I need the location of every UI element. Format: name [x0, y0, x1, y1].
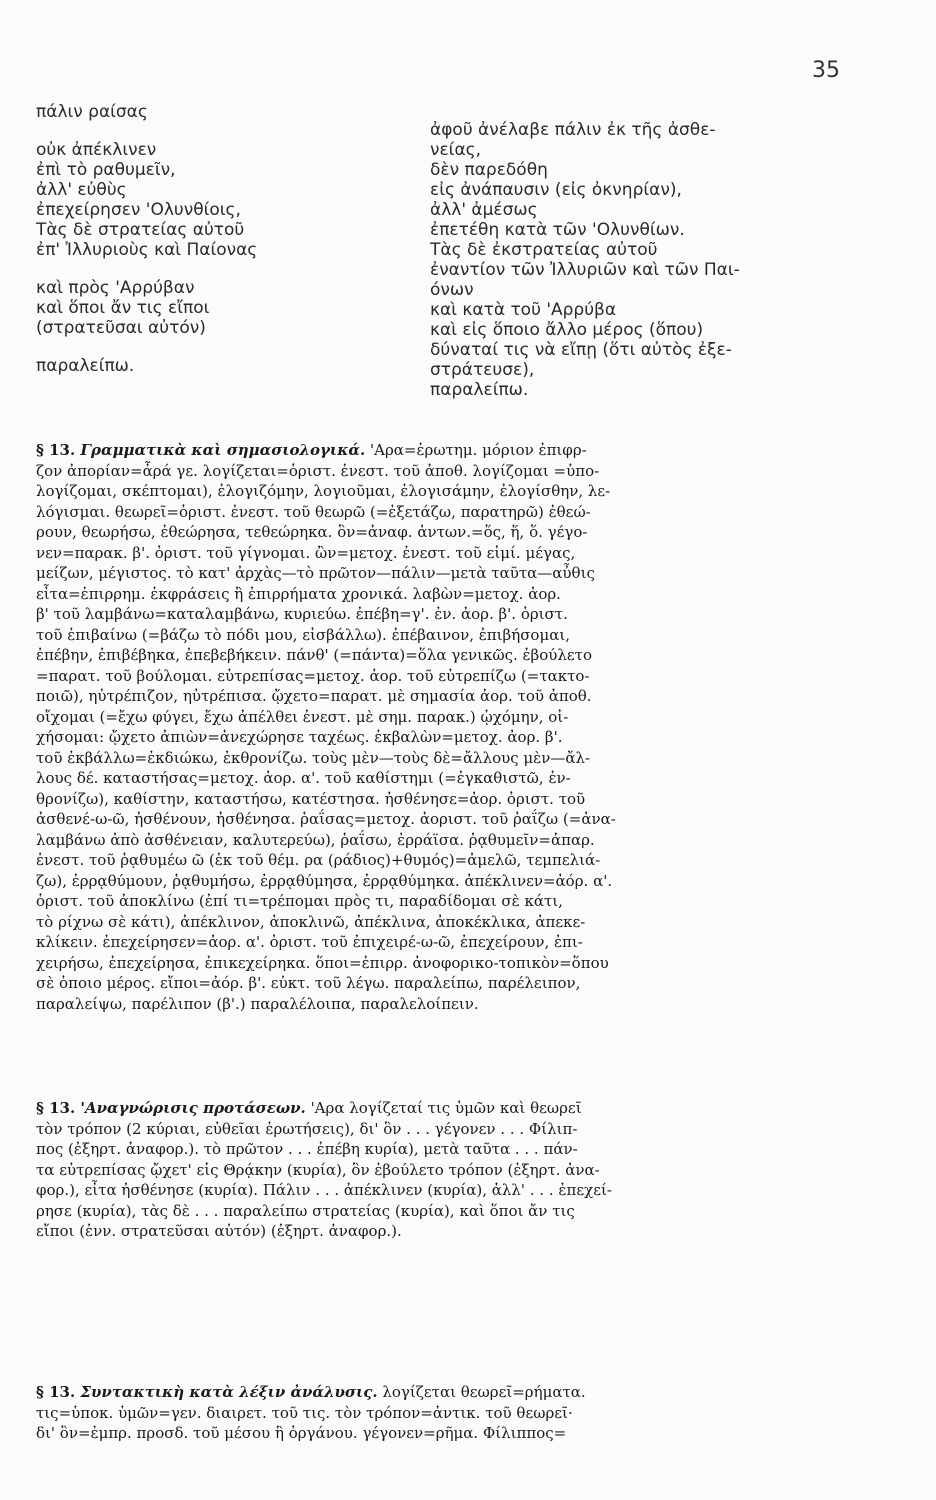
text-line: πάλιν ραίσας [36, 102, 148, 122]
text-line: ἐπετέθη κατὰ τῶν 'Ολυνθίων. [430, 220, 685, 240]
section-line: ἐπέβην, ἐπιβέβηκα, ἐπεβεβήκειν. πάνθ' (=πάντα)=ὅλα γενικῶς. ἐβούλετο [36, 646, 592, 664]
section-line: σὲ ὁποιο μέρος. εἴποι=ἀόρ. β'. εὐκτ. τοῦ λέγω. παραλείπω, παρέλειπον, [36, 974, 581, 992]
section-line: ποιῶ), ηὐτρέπιζον, ηὐτρέπισα. ᾤχετο=παρατ. μὲ σημασία ἀορ. τοῦ ἀποθ. [36, 687, 592, 705]
section-line: τὸ ρίχνω σὲ κάτι), ἀπέκλινον, ἀποκλινῶ, ἀπέκλινα, ἀποκέκλικα, ἀπεκε- [36, 912, 586, 931]
text-line: στράτευσε), [430, 360, 535, 380]
text-line: εἰς ἀνάπαυσιν (εἰς ὀκνηρίαν), [430, 180, 682, 200]
section-line: δι' ὃν=ἐμπρ. προσδ. τοῦ μέσου ἢ ὀργάνου. γέγονεν=ρῆμα. Φίλιππος= [36, 1424, 567, 1442]
ancient-text-column [36, 102, 366, 376]
section-line: ζω), ἐρρᾳθύμουν, ῥᾳθυμήσω, ἐρρᾳθύμησα, ἐρρᾳθύμηκα. ἀπέκλινεν=ἀόρ. α'. [36, 871, 613, 890]
section-line: παραλείψω, παρέλιπον (β'.) παραλέλοιπα, παραλελοίπειν. [36, 994, 479, 1013]
text-line: ἐπεχείρησεν 'Ολυνθίοις, [36, 200, 241, 220]
section-line: τα εὐτρεπίσας ᾤχετ' εἰς Θρᾴκην (κυρία), ὃν ἐβούλετο τρόπον (ἐξηρτ. ἀνα- [36, 1160, 600, 1179]
section-line: νεν=παρακ. β'. ὁριστ. τοῦ γίγνομαι. ὢν=μετοχ. ἐνεστ. τοῦ εἰμί. μέγας, [36, 543, 576, 562]
text-line: παραλείπω. [430, 380, 529, 400]
syntactic-analysis-section [36, 1382, 836, 1444]
section-line: 'Αρα λογίζεταί τις ὑμῶν καὶ θεωρεῖ [310, 1099, 582, 1117]
text-line: ἀφοῦ ἀνέλαβε πάλιν ἐκ τῆς ἀσθε- [430, 120, 716, 140]
page-number: 35 [812, 58, 840, 83]
section-line: εἴποι (ἐνν. στρατεῦσαι αὐτόν) (ἐξηρτ. ἀναφορ.). [36, 1222, 402, 1240]
section-heading: § 13. 'Αναγνώρισις προτάσεων. [36, 1099, 306, 1117]
text-line: ἀλλ' εὐθὺς [36, 180, 127, 200]
section-line: χήσομαι: ᾤχετο ἀπιὼν=ἀνεχώρησε ταχέως. ἐκβαλὼν=μετοχ. ἀορ. β'. [36, 728, 563, 746]
section-heading-line [36, 440, 836, 461]
text-line: ἐπὶ τὸ ραθυμεῖν, [36, 160, 176, 180]
text-line: ἀλλ' ἀμέσως [430, 200, 538, 220]
section-line: ὁριστ. τοῦ ἀποκλίνω (ἐπί τι=τρέπομαι πρὸς τι, παραδίδομαι σὲ κάτι, [36, 892, 563, 910]
text-line: νείας, [430, 140, 482, 160]
text-line: οὐκ ἀπέκλινεν [36, 140, 157, 160]
text-line: όνων [430, 280, 474, 300]
text-line: δύναταί τις νὰ εἴπῃ (ὅτι αὐτὸς ἐξε- [430, 340, 732, 360]
section-line: θρονίζω), καθίστην, καταστήσω, κατέστησα. ἠσθένησε=ἀορ. ὁριστ. τοῦ [36, 789, 586, 808]
section-line: τις=ὑποκ. ὑμῶν=γεν. διαιρετ. τοῦ τις. τὸν τρόπον=ἀντικ. τοῦ θεωρεῖ· [36, 1403, 573, 1422]
section-line: ἐνεστ. τοῦ ῥᾳθυμέω ῶ (ἐκ τοῦ θέμ. ρα (ράδιος)+θυμός)=ἀμελῶ, τεμπελιά- [36, 851, 601, 869]
section-line: λαμβάνω ἀπὸ ἀσθένειαν, καλυτερεύω), ῥαΐσω, ἐρράϊσα. ῥᾳθυμεῖν=ἀπαρ. [36, 830, 595, 849]
text-line: καὶ κατὰ τοῦ 'Αρρύβα [430, 300, 617, 320]
section-heading-line [36, 1098, 836, 1119]
section-line: χειρήσω, ἐπεχείρησα, ἐπικεχείρηκα. ὅποι=ἐπιρρ. ἀνοφορικο-τοπικὸν=ὅπου [36, 953, 609, 972]
translation-column [430, 120, 850, 400]
section-body [36, 461, 836, 1015]
section-line: ρουν, θεωρήσω, ἐθεώρησα, τεθεώρηκα. ὃν=ἀναφ. ἀντων.=ὅς, ἥ, ὅ. γέγο- [36, 523, 588, 541]
section-line: ζον ἀπορίαν=ἆρά γε. λογίζεται=ὁριστ. ἐνεστ. τοῦ ἀποθ. λογίζομαι =ὑπο- [36, 461, 600, 480]
section-line: τοῦ ἐπιβαίνω (=βάζω τὸ πόδι μου, εἰσβάλλω). ἐπέβαινον, ἐπιβήσομαι, [36, 625, 570, 644]
section-heading-line [36, 1382, 836, 1403]
section-line: β' τοῦ λαμβάνω=καταλαμβάνω, κυριεύω. ἐπέβη=γ'. ἐν. ἀορ. β'. ὁριστ. [36, 605, 568, 623]
text-line: Τὰς δὲ στρατείας αὐτοῦ [36, 220, 245, 240]
spacer [36, 122, 366, 140]
section-heading: § 13. Γραμματικὰ καὶ σημασιολογικά. [36, 441, 366, 459]
text-line: ἐπ' Ἰλλυριοὺς καὶ Παίονας [36, 240, 258, 260]
section-line: κλίκειν. ἐπεχείρησεν=ἀορ. α'. ὁριστ. τοῦ ἐπιχειρέ-ω-ῶ, ἐπεχείρουν, ἐπι- [36, 933, 583, 951]
section-line: λους δέ. καταστήσας=μετοχ. ἀορ. α'. τοῦ καθίστημι (=ἐγκαθιστῶ, ἐν- [36, 769, 571, 787]
sentence-recognition-section [36, 1098, 836, 1242]
text-line: παραλείπω. [36, 356, 135, 376]
section-line: φορ.), εἶτα ἠσθένησε (κυρία). Πάλιν . . . ἀπέκλινεν (κυρία), ἀλλ' . . . ἐπεχεί- [36, 1181, 612, 1199]
section-body [36, 1119, 836, 1242]
section-line: ἀσθενέ-ω-ῶ, ἠσθένουν, ἠσθένησα. ῥαΐσας=μετοχ. ἀοριστ. τοῦ ῥαΐζω (=ἀνα- [36, 810, 616, 828]
section-line: μείζων, μέγιστος. τὸ κατ' ἀρχὰς—τὸ πρῶτον—πάλιν—μετὰ ταῦτα—αὖθις [36, 564, 595, 582]
text-line: καὶ ὅποι ἄν τις εἴποι [36, 298, 210, 318]
section-line: =παρατ. τοῦ βούλομαι. εὐτρεπίσας=μετοχ. ἀορ. τοῦ εὐτρεπίζω (=τακτο- [36, 666, 590, 685]
section-line: ρησε (κυρία), τὰς δὲ . . . παραλείπω στρατείας (κυρία), καὶ ὅποι ἄν τις [36, 1201, 575, 1220]
text-line: καὶ πρὸς 'Αρρύβαν [36, 278, 195, 298]
section-line: οἴχομαι (=ἔχω φύγει, ἔχω ἀπέλθει ἐνεστ. μὲ σημ. παρακ.) ᾠχόμην, οἰ- [36, 707, 569, 726]
section-line: λόγισμαι. θεωρεῖ=ὁριστ. ἐνεστ. τοῦ θεωρῶ (=ἐξετάζω, παρατηρῶ) ἐθεώ- [36, 502, 591, 521]
spacer [36, 338, 366, 356]
grammar-semantics-section [36, 440, 836, 1014]
section-line: λογίζομαι, σκέπτομαι), ἐλογιζόμην, λογιοῦμαι, ἐλογισάμην, ἐλογίσθην, λε- [36, 482, 611, 500]
section-line: πος (ἐξηρτ. ἀναφορ.). τὸ πρῶτον . . . ἐπέβη κυρία), μετὰ ταῦτα . . . πάν- [36, 1140, 578, 1158]
section-line: λογίζεται θεωρεῖ=ρήματα. [382, 1383, 586, 1401]
text-line: δὲν παρεδόθη [430, 160, 548, 180]
section-line: τοῦ ἐκβάλλω=ἐκδιώκω, ἐκθρονίζω. τοὺς μὲν—τοὺς δὲ=ἄλλους μὲν—ἄλ- [36, 748, 591, 767]
section-heading: § 13. Συντακτικὴ κατὰ λέξιν ἀνάλυσις. [36, 1383, 378, 1401]
text-line: ἐναντίον τῶν Ἰλλυριῶν καὶ τῶν Παι- [430, 260, 740, 280]
section-line: εἶτα=ἐπιρρημ. ἐκφράσεις ἢ ἐπιρρήματα χρονικά. λαβὼν=μετοχ. ἀορ. [36, 584, 561, 603]
text-line: (στρατεῦσαι αὐτόν) [36, 318, 206, 338]
text-line: Τὰς δὲ ἐκστρατείας αὐτοῦ [430, 240, 658, 260]
section-body [36, 1403, 836, 1444]
text-line: καὶ εἰς ὅποιο ἄλλο μέρος (ὅπου) [430, 320, 704, 340]
spacer [36, 260, 366, 278]
section-line: 'Αρα=ἐρωτημ. μόριον ἐπιφρ- [369, 441, 587, 459]
section-line: τὸν τρόπον (2 κύριαι, εὐθεῖαι ἐρωτήσεις), δι' ὃν . . . γέγονεν . . . Φίλιπ- [36, 1119, 578, 1138]
